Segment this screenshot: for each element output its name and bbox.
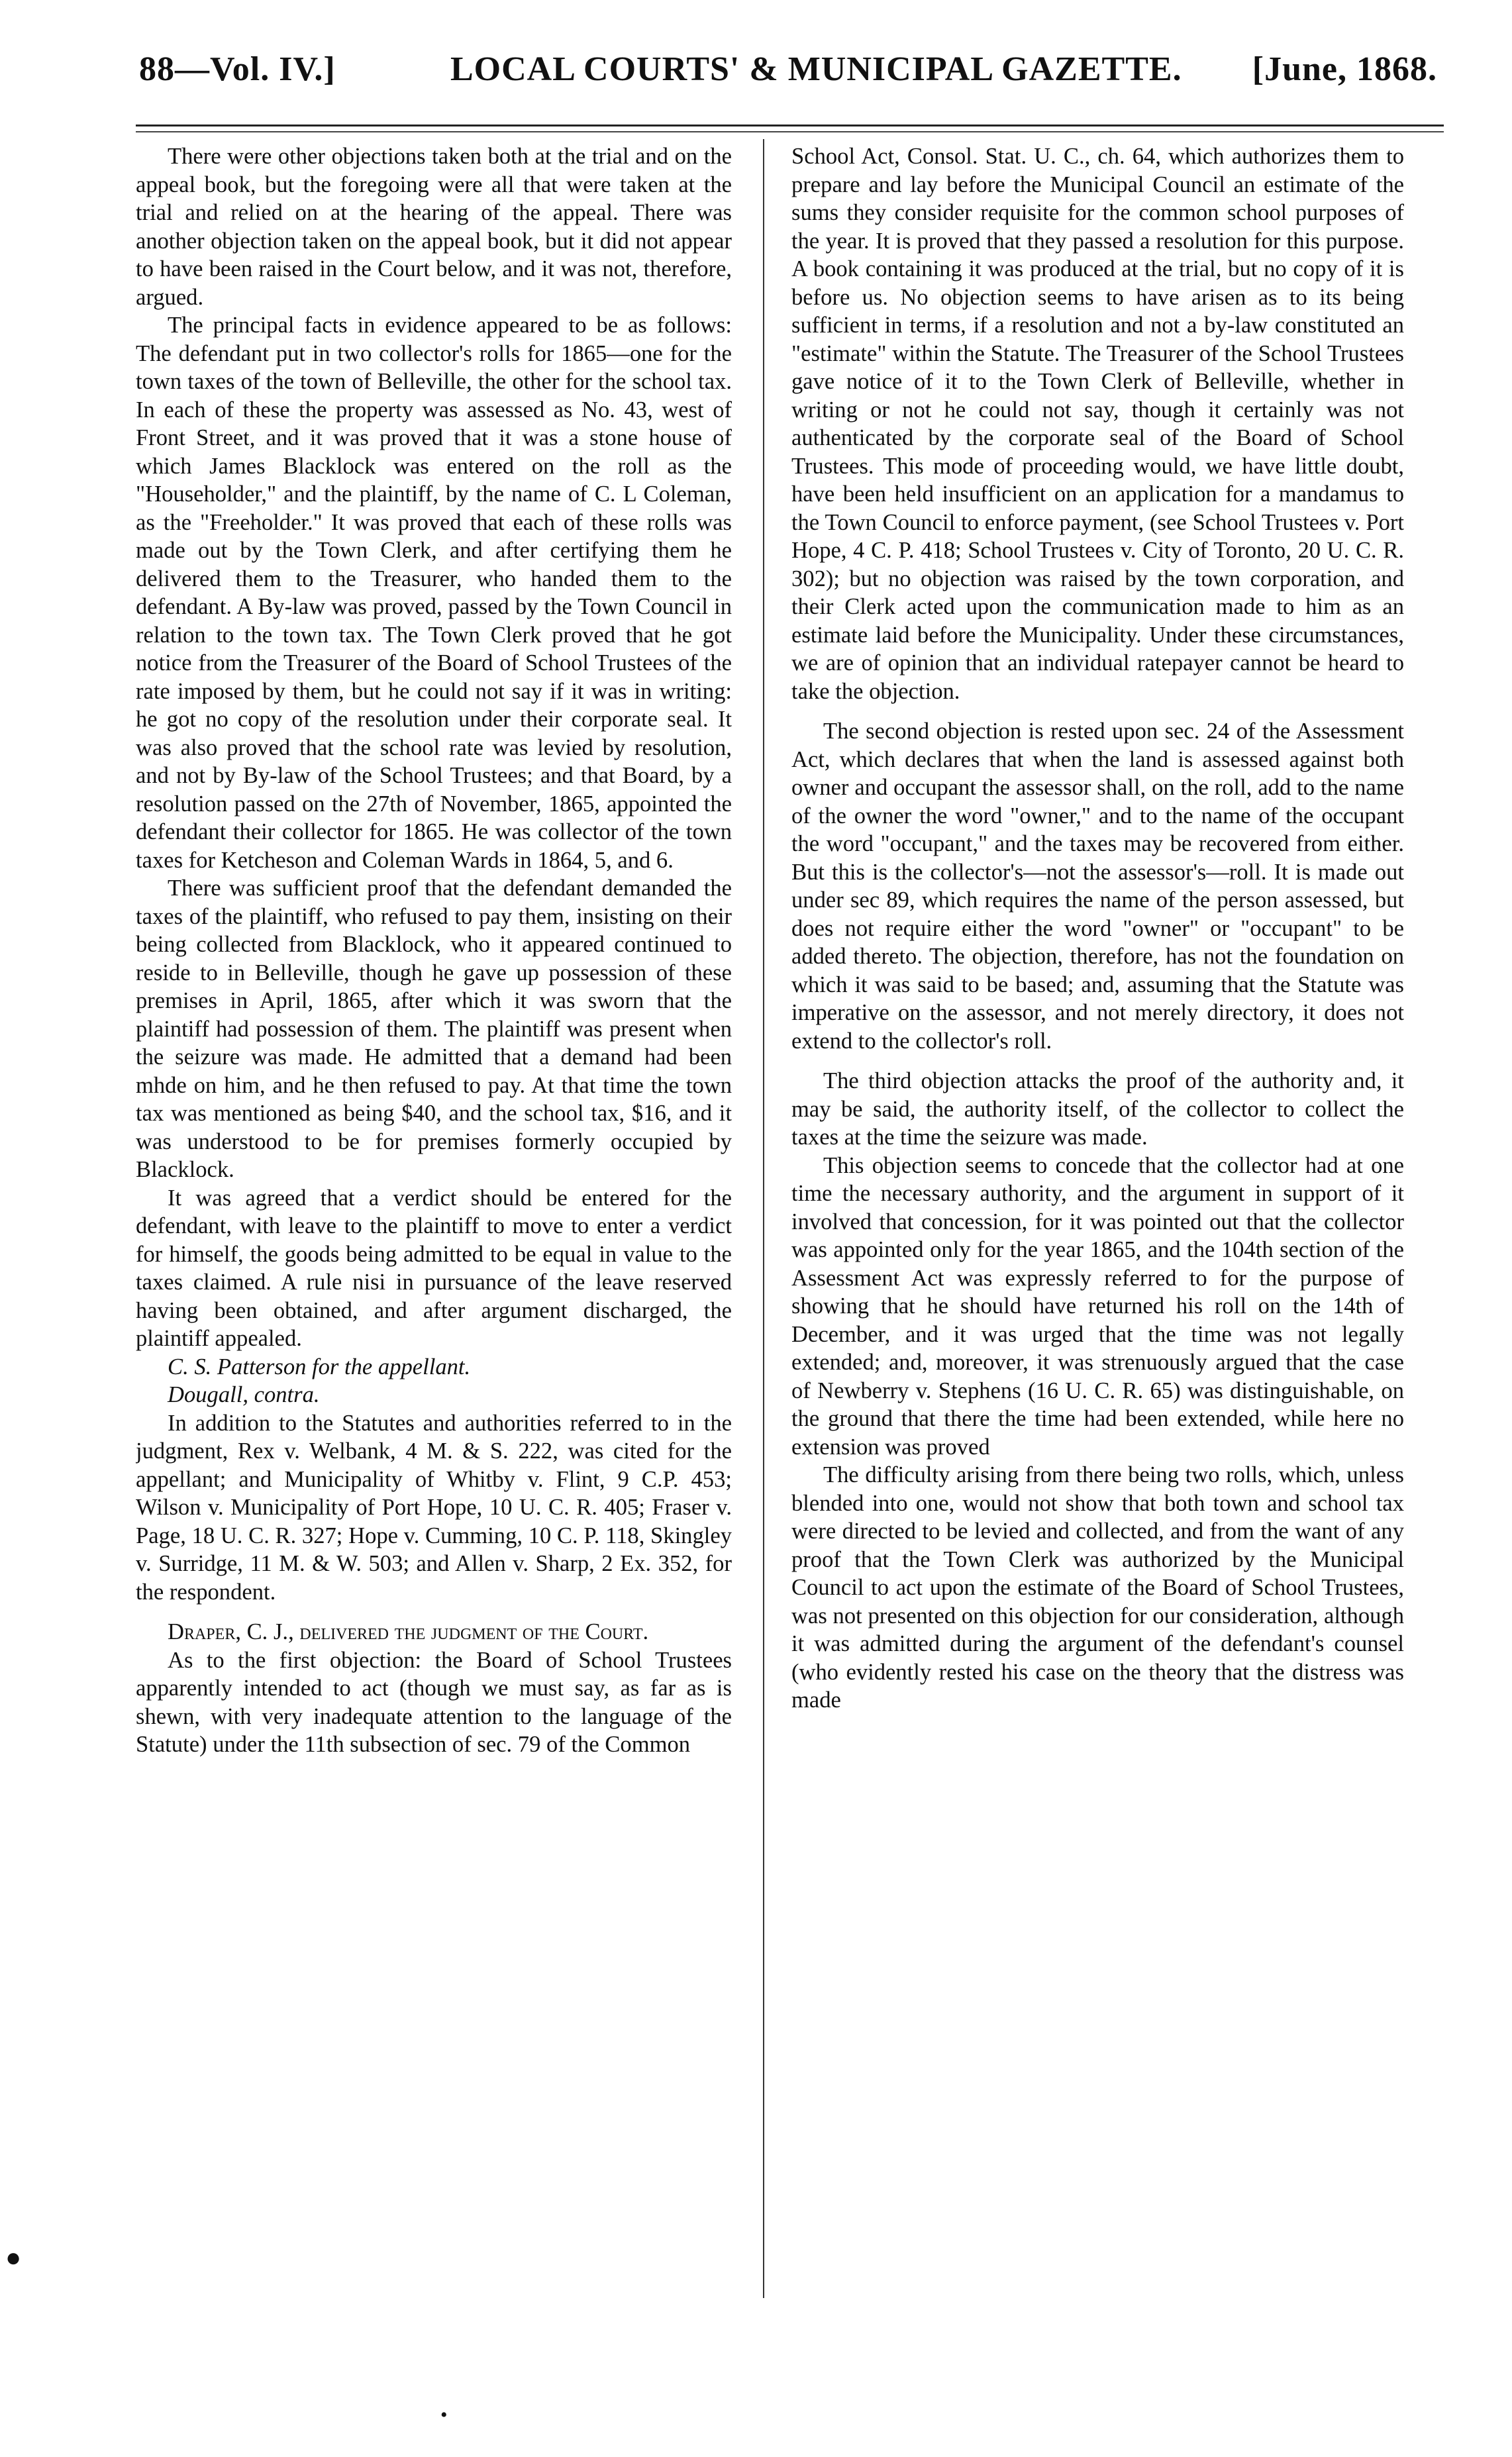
- issue-date: [June, 1868.: [1252, 50, 1437, 88]
- paragraph: There was sufficient proof that the defendant demanded the taxes of the plaintiff, who refused to pay them, insisting on their being collected from Blacklock, who it appeared continued to reside to in Belleville, though he gave up possession of these premises in April, 1865, after which it was sworn that the plaintiff had possession of them. The plaintiff was present when the seizure was made. He admitted that a demand had been mhde on him, and he then refused to pay. At that time the town tax was mentioned as being $40, and the school tax, $16, and it was understood to be for premises formerly occupied by Blacklock.: [136, 876, 732, 1182]
- page-dot-mark: •: [440, 2404, 448, 2426]
- right-column: [791, 142, 1404, 2308]
- paragraph: The third objection attacks the proof of the authority and, it may be said, the authority itself, of the collector to collect the taxes at the time the seizure was made.: [791, 1068, 1404, 1150]
- paragraph: It was agreed that a verdict should be entered for the defendant, with leave to the plaintiff to move to enter a verdict for himself, the goods being admitted to be equal in value to the taxes claimed. A rule nisi in pursuance of the leave reserved having been obtained, and after argument discharged, the plaintiff appealed.: [136, 1185, 732, 1351]
- paragraph: The difficulty arising from there being two rolls, which, unless blended into one, would not show that both town and school tax were directed to be levied and collected, and from the want of any proof that the Town Clerk was authorized by the Municipal Council to act upon the estimate of the Board of School Trustees, was not presented on this objection for our consideration, although it was admitted during the argument of the defendant's counsel (who evidently rested his case on the theory that the distress was made: [791, 1462, 1404, 1713]
- running-header: [139, 36, 1437, 116]
- header-rule: [136, 125, 1444, 126]
- counsel-line: Dougall, contra.: [168, 1382, 320, 1407]
- paragraph: There were other objections taken both at the trial and on the appeal book, but the foregoing were all that were taken at the trial and relied on at the hearing of the appeal. There was another objection taken on the appeal book, but it did not appear to have been raised in the Court below, and it was not, therefore, argued.: [136, 144, 732, 310]
- paragraph: In addition to the Statutes and authorities referred to in the judgment, Rex v. Welbank, 4 M. & S. 222, was cited for the appellant; and Municipality of Whitby v. Flint, 9 C.P. 453; Wilson v. Municipality of Port Hope, 10 U. C. R. 405; Fraser v. Page, 18 U. C. R. 327; Hope v. Cumming, 10 C. P. 118, Skingley v. Surridge, 11 M. & W. 503; and Allen v. Sharp, 2 Ex. 352, for the respondent.: [136, 1410, 732, 1605]
- paragraph: This objection seems to concede that the collector had at one time the necessary authority, and the argument in support of it involved that concession, for it was pointed out that the collector was appointed only for the year 1865, and the 104th section of the Assessment Act was expressly referred to for the purpose of showing that he should have returned his roll on the 14th of December, and it was urged that the time was not legally extended; and, moreover, it was strenuously argued that the case of Newberry v. Stephens (16 U. C. R. 65) was distinguishable, on the ground that there the time had been extended, while here no extension was proved: [791, 1152, 1404, 1460]
- page-volume-number: 88—Vol. IV.]: [139, 50, 336, 88]
- counsel-line: C. S. Patterson for the appellant.: [168, 1354, 471, 1379]
- paragraph: The principal facts in evidence appeared to be as follows: The defendant put in two collector's rolls for 1865—one for the town taxes of the town of Belleville, the other for the school tax. In each of these the property was assessed as No. 43, west of Front Street, and it was proved that it was a stone house of which James Blacklock was entered on the roll as the "Householder," and the plaintiff, by the name of C. L Coleman, as the "Freeholder." It was proved that each of these rolls was made out by the Town Clerk, and after certifying them he delivered them to the Treasurer, who handed them to the defendant. A By-law was proved, passed by the Town Council in relation to the town tax. The Town Clerk proved that he got notice from the Treasurer of the Board of School Trustees of the rate imposed by them, but he could not say if it was in writing: he got no copy of the resolution under their corporate seal. It was also proved that the school rate was levied by resolution, and not by By-law of the School Trustees; and that Board, by a resolution passed on the 27th of November, 1865, appointed the defendant their collector for 1865. He was collector of the town taxes for Ketcheson and Coleman Wards in 1864, 5, and 6.: [136, 313, 732, 873]
- column-divider: [763, 139, 764, 2298]
- left-column: [136, 142, 732, 2308]
- publication-title: LOCAL COURTS' & MUNICIPAL GAZETTE.: [450, 50, 1182, 88]
- paragraph: School Act, Consol. Stat. U. C., ch. 64, which authorizes them to prepare and lay before the Municipal Council an estimate of the sums they consider requisite for the common school purposes of the year. It is proved that they passed a resolution for this purpose. A book containing it was produced at the trial, but no copy of it is before us. No objection seems to have arisen as to its being sufficient in terms, if a resolution and not a by-law constituted an "estimate" within the Statute. The Treasurer of the School Trustees gave notice of it to the Town Clerk of Belleville, whether in writing or not he could not say, though it certainly was not authenticated by the corporate seal of the Board of School Trustees. This mode of proceeding would, we have little doubt, have been held insufficient on an application for a mandamus to the Town Council to enforce payment, (see School Trustees v. Port Hope, 4 C. P. 418; School Trustees v. City of Toronto, 20 U. C. R. 302); but no objection was raised by the town corporation, and their Clerk acted upon the communication made to him as an estimate laid before the Municipality. Under these circumstances, we are of opinion that an individual ratepayer cannot be heard to take the objection.: [791, 144, 1404, 704]
- judgment-intro: Draper, C. J., delivered the judgment of the Court.: [168, 1619, 649, 1644]
- paragraph: As to the first objection: the Board of School Trustees apparently intended to act (though we must say, as far as is shewn, with very inadequate attention to the language of the Statute) under the 11th subsection of sec. 79 of the Common: [136, 1647, 732, 1757]
- paragraph: The second objection is rested upon sec. 24 of the Assessment Act, which declares that when the land is assessed against both owner and occupant the assessor shall, on the roll, add to the name of the owner the word "owner," and to the name of the occupant the word "occupant," and the taxes may be recovered from either. But this is the collector's—not the assessor's—roll. It is made out under sec 89, which requires the name of the person assessed, but does not require either the word "owner" or "occupant" to be added thereto. The objection, therefore, has not the foundation on which it was said to be based; and, assuming that the Statute was imperative on the assessor, and not merely directory, it does not extend to the collector's roll.: [791, 719, 1404, 1054]
- header-rule-secondary: [136, 131, 1444, 132]
- margin-bullet-mark: ●: [5, 2242, 22, 2272]
